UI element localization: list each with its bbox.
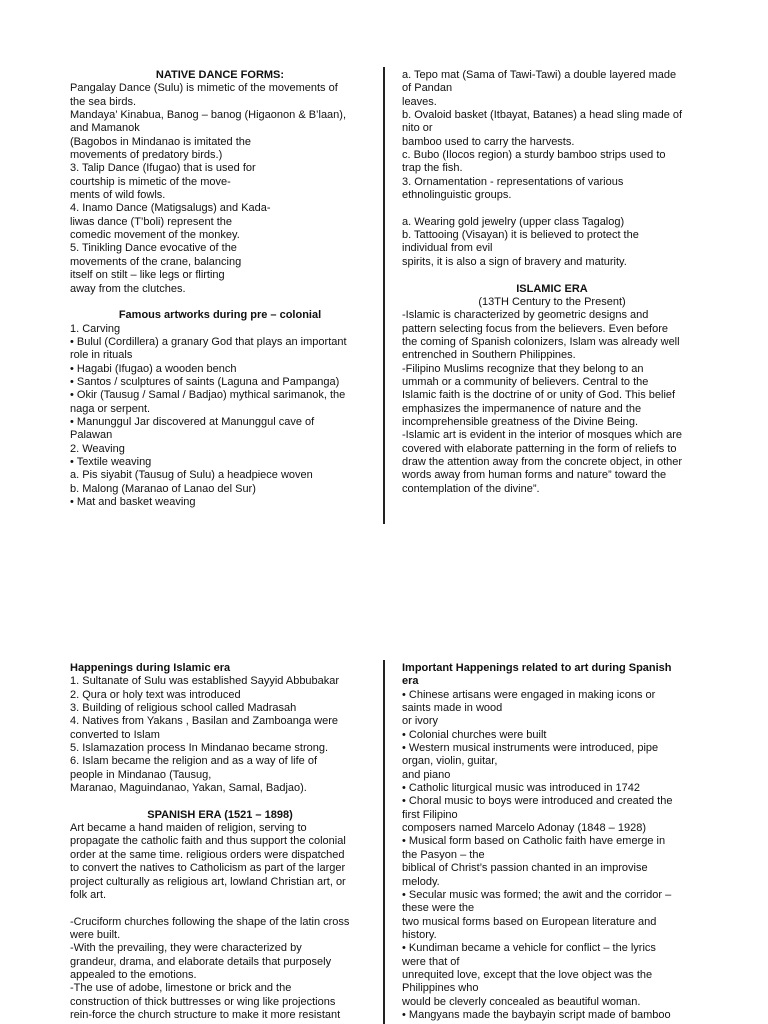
text-line: • Mat and basket weaving	[70, 496, 196, 508]
text-line: • Santos / sculptures of saints (Laguna and Pampanga)	[70, 375, 340, 388]
text-line: two musical forms based on European literature and	[402, 915, 657, 928]
text-line: trap the fish.	[402, 162, 463, 175]
text-line: -With the prevailing, they were characterized by	[70, 942, 302, 955]
text-line: incomprehensible greatness of the Divine Being.	[402, 415, 639, 428]
text-line: ummah or a community of believers. Central to the	[402, 375, 649, 388]
text-line: role in rituals	[70, 349, 133, 362]
text-line: a. Wearing gold jewelry (upper class Tagalog)	[402, 215, 625, 228]
text-line: saints made in wood	[402, 702, 503, 715]
text-line: • Hagabi (Ifugao) a wooden bench	[70, 362, 237, 375]
text-line: 1. Carving	[70, 322, 121, 335]
text-line: (Bagobos in Mindanao is imitated the	[70, 135, 251, 148]
text-line	[402, 202, 702, 215]
text-line: appealed to the emotions.	[70, 968, 197, 981]
text-line: emphasizes the impermanence of nature and the	[402, 402, 642, 415]
text-line: itself on stilt – like legs or flirting	[70, 269, 225, 282]
text-line: and piano	[402, 768, 451, 781]
text-line: (13TH Century to the Present)	[478, 295, 626, 308]
section-heading: era	[402, 675, 419, 688]
text-line: comedic movement of the monkey.	[70, 229, 240, 242]
text-line: 5. Tinikling Dance evocative of the	[70, 242, 237, 255]
text-line: words away from human forms and nature” toward the	[402, 469, 667, 482]
text-line: • Colonial churches were built	[402, 728, 547, 741]
text-line: -Islamic art is evident in the interior of mosques which are	[402, 429, 683, 442]
text-line: -Cruciform churches following the shape of the latin cross	[70, 915, 350, 928]
text-line: • Kundiman became a vehicle for conflict – the lyrics	[402, 942, 656, 955]
text-line: 6. Islam became the religion and as a way of life of	[70, 755, 318, 768]
text-line: b. Malong (Maranao of Lanao del Sur)	[70, 482, 256, 495]
text-line: these were the	[402, 902, 475, 915]
text-line: grandeur, drama, and elaborate details that purposely	[70, 955, 332, 968]
text-line: order at the same time. religious orders were dispatched	[70, 848, 345, 861]
text-line: ments of wild fowls.	[70, 189, 166, 202]
text-line: naga or serpent.	[70, 402, 151, 415]
text-line: would be cleverly concealed as beautiful woman.	[402, 995, 641, 1008]
text-line: project culturally as religious art, lowland Christian art, or	[70, 875, 346, 888]
text-line: folk art.	[70, 888, 107, 901]
text-line: • Western musical instruments were introduced, pipe	[402, 742, 659, 755]
text-line: -Islamic is characterized by geometric designs and	[402, 309, 649, 322]
text-line: • Choral music to boys were introduced and created the	[402, 795, 673, 808]
text-line: entrenched in Southern Philippines.	[402, 349, 576, 362]
section-heading: NATIVE DANCE FORMS:	[155, 69, 285, 81]
text-line: 5. Islamazation process In Mindanao became strong.	[70, 742, 329, 755]
text-line: • Mangyans made the baybayin script made of bamboo	[402, 1008, 671, 1021]
text-line: construction of thick buttresses or wing like projections	[70, 995, 336, 1008]
text-line	[70, 902, 370, 915]
text-line: people in Mindanao (Tausug,	[70, 768, 212, 781]
text-line: • Catholic liturgical music was introduced in 1742	[402, 782, 641, 795]
text-line: liwas dance (T’boli) represent the	[70, 215, 233, 228]
text-line	[402, 269, 702, 282]
text-line: biblical of Christ’s passion chanted in an improvise	[402, 862, 648, 875]
text-line: Mandaya’ Kinabua, Banog – banog (Higaonon & B’laan),	[70, 109, 347, 122]
text-line: a. Tepo mat (Sama of Tawi-Tawi) a double layered made	[402, 69, 677, 81]
text-line: 2. Qura or holy text was introduced	[70, 688, 241, 701]
text-line: a. Pis siyabit (Tausug of Sulu) a headpiece woven	[70, 469, 313, 482]
text-line: composers named Marcelo Adonay (1848 – 1928)	[402, 822, 646, 835]
text-line: • Manunggul Jar discovered at Manunggul cave of	[70, 415, 315, 428]
text-line: unrequited love, except that the love object was the	[402, 968, 653, 981]
text-line: movements of predatory birds.)	[70, 149, 223, 162]
column-bottom-right	[402, 662, 702, 1022]
text-line: • Chinese artisans were engaged in making icons or	[402, 688, 656, 701]
text-line: • Textile weaving	[70, 455, 152, 468]
text-line: • Bulul (Cordillera) a granary God that plays an important	[70, 335, 347, 348]
text-line: rein-force the church structure to make it more resistant	[70, 1008, 341, 1021]
text-line: and Mamanok	[70, 122, 140, 135]
text-line: courtship is mimetic of the move-	[70, 175, 231, 188]
text-line: Pangalay Dance (Sulu) is mimetic of the movements of	[70, 82, 338, 95]
text-line: 4. Inamo Dance (Matigsalugs) and Kada-	[70, 202, 271, 215]
text-line: to convert the natives to Catholicism as part of the larger	[70, 862, 346, 875]
text-line: covered with elaborate patterning in the form of reliefs to	[402, 442, 677, 455]
text-line: bamboo used to carry the harvests.	[402, 135, 575, 148]
text-line: were that of	[402, 955, 460, 968]
text-line: spirits, it is also a sign of bravery and maturity.	[402, 255, 627, 268]
text-line: 1. Sultanate of Sulu was established Sayyid Abbubakar	[70, 675, 340, 688]
text-line: Art became a hand maiden of religion, serving to	[70, 822, 307, 835]
column-bottom-left	[70, 662, 370, 1022]
column-divider-top	[383, 67, 385, 524]
section-heading: Famous artworks during pre – colonial	[118, 309, 322, 322]
column-top-left	[70, 69, 370, 509]
text-line: organ, violin, guitar,	[402, 755, 498, 768]
text-line: -The use of adobe, limestone or brick and the	[70, 982, 292, 995]
text-line	[70, 795, 370, 808]
text-line: of Pandan	[402, 82, 453, 95]
text-line: 3. Building of religious school called Madrasah	[70, 702, 297, 715]
text-line: • Musical form based on Catholic faith have emerge in	[402, 835, 666, 848]
text-line: converted to Islam	[70, 728, 160, 741]
text-line: Maranao, Maguindanao, Yakan, Samal, Badjao).	[70, 782, 307, 795]
text-line: the Pasyon – the	[402, 848, 485, 861]
text-line: 4. Natives from Yakans , Basilan and Zamboanga were	[70, 715, 339, 728]
section-heading: ISLAMIC ERA	[516, 282, 588, 295]
text-line: ethnolinguistic groups.	[402, 189, 512, 202]
text-line: draw the attention away from the concrete object, in other	[402, 455, 683, 468]
text-line: or ivory	[402, 715, 439, 728]
text-line: -Filipino Muslims recognize that they belong to an	[402, 362, 644, 375]
text-line: movements of the crane, balancing	[70, 255, 242, 268]
text-line: melody.	[402, 875, 440, 888]
text-line: nito or	[402, 122, 433, 135]
text-line: b. Ovaloid basket (Itbayat, Batanes) a head sling made of	[402, 109, 683, 122]
text-line: 3. Ornamentation - representations of various	[402, 175, 624, 188]
text-line: first Filipino	[402, 808, 458, 821]
section-heading: Important Happenings related to art during Spanish	[402, 662, 672, 674]
text-line: contemplation of the divine”.	[402, 482, 540, 495]
text-line: the coming of Spanish colonizers, Islam was already well	[402, 335, 680, 348]
text-line: leaves.	[402, 95, 437, 108]
column-divider-bottom	[383, 660, 385, 1024]
text-line: were built.	[70, 928, 121, 941]
column-top-right	[402, 69, 702, 496]
text-line: the sea birds.	[70, 95, 137, 108]
text-line: • Secular music was formed; the awit and the corridor –	[402, 888, 672, 901]
section-heading: Happenings during Islamic era	[70, 662, 231, 674]
section-heading: SPANISH ERA (1521 – 1898)	[147, 808, 293, 821]
text-line: away from the clutches.	[70, 282, 186, 295]
text-line: pattern selecting focus from the believers. Even before	[402, 322, 668, 335]
text-line: 3. Talip Dance (Ifugao) that is used for	[70, 162, 256, 175]
text-line: individual from evil	[402, 242, 493, 255]
text-line: b. Tattooing (Visayan) it is believed to protect the	[402, 229, 639, 242]
text-line: Palawan	[70, 429, 113, 442]
text-line: history.	[402, 928, 437, 941]
text-line: 2. Weaving	[70, 442, 125, 455]
text-line: propagate the catholic faith and thus support the colonial	[70, 835, 346, 848]
text-line: c. Bubo (Ilocos region) a sturdy bamboo strips used to	[402, 149, 666, 162]
text-line: Islamic faith is the doctrine of or unity of God. This belief	[402, 389, 676, 402]
text-line: • Okir (Tausug / Samal / Badjao) mythical sarimanok, the	[70, 389, 346, 402]
text-line	[70, 296, 370, 309]
text-line: Philippines who	[402, 982, 479, 995]
